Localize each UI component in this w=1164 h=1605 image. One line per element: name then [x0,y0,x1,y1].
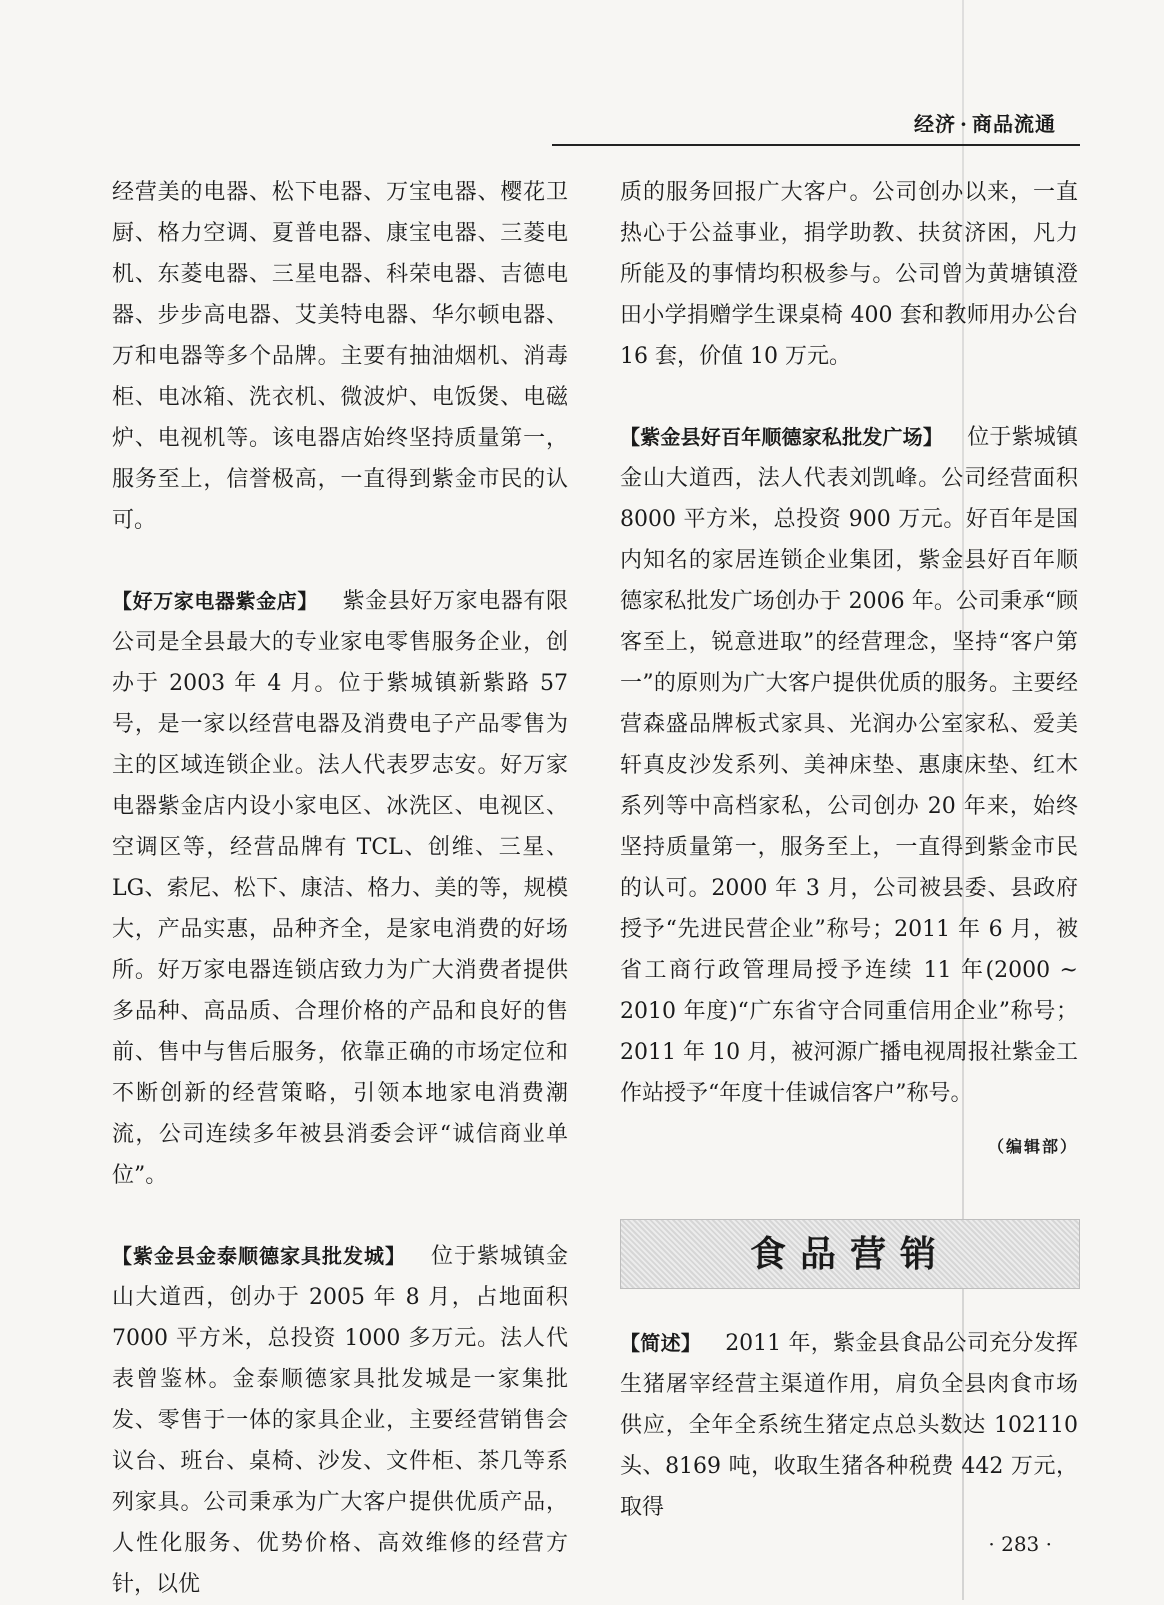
paragraph-jintai [112,1236,568,1605]
entry-body-haobainian: 位于紫城镇金山大道西，法人代表刘凯峰。公司经营面积 8000 平方米，总投资 900 万元。好百年是国内知名的家居连锁企业集团，紫金县好百年顺德家私批发广场创办于 2006 年。公司秉承“顾客至上，锐意进取”的经营理念，坚持“客户第一”的原则为广大客户提供优质的服务。主要经营森盛品牌板式家具、光润办公室家私、爱美轩真皮沙发系列、美神床垫、惠康床垫、红木系列等中高档家私，公司创办 20 年来，始终坚持质量第一，服务至上，一直得到紫金市民的认可。2000 年 3 月，公司被县委、县政府授予“先进民营企业”称号；2011 年 6 月，被省工商行政管理局授予连续 11 年(2000 ~ 2010 年度)“广东省守合同重信用企业”称号；2011 年 10 月，被河源广播电视周报社紫金工作站授予“年度十佳诚信客户”称号。 [620,425,1078,1106]
paragraph-summary [620,1323,1078,1528]
paragraph-appliance-brands: 经营美的电器、松下电器、万宝电器、樱花卫厨、格力空调、夏普电器、康宝电器、三菱电机、东菱电器、三星电器、科荣电器、吉德电器、步步高电器、艾美特电器、华尔顿电器、万和电器等多个品牌。主要有抽油烟机、消毒柜、电冰箱、洗衣机、微波炉、电饭煲、电磁炉、电视机等。该电器店始终坚持质量第一，服务至上，信誉极高，一直得到紫金市民的认可。 [112,180,568,533]
editor-credit: （编辑部） [987,1137,1078,1156]
right-column [620,172,1078,1528]
paragraph-haobainian [620,417,1078,1114]
entry-body-jintai: 位于紫城镇金山大道西，创办于 2005 年 8 月，占地面积 7000 平方米，总投资 1000 多万元。法人代表曾鉴林。金泰顺德家具批发城是一家集批发、零售于一体的家具企业，主要经营销售会议台、班台、桌椅、沙发、文件柜、茶几等系列家具。公司秉承为广大客户提供优质产品，人性化服务、优势价格、高效维修的经营方针，以优 [112,1244,568,1597]
entry-body-summary: 2011 年，紫金县食品公司充分发挥生猪屠宰经营主渠道作用，肩负全县肉食市场供应，全年全系统生猪定点总头数达 102110 头、8169 吨，收取生猪各种税费 442 万元，取得 [620,1331,1079,1520]
entry-title-haobainian: 【紫金县好百年顺德家私批发广场】 [620,425,944,449]
running-header [914,108,1056,137]
page-number: · 283 · [988,1532,1052,1556]
paragraph-jintai-continued: 质的服务回报广大客户。公司创办以来，一直热心于公益事业，捐学助教、扶贫济困，凡力所能及的事情均积极参与。公司曾为黄塘镇澄田小学捐赠学生课桌椅 400 套和教师用办公台 16 套，价值 10 万元。 [620,180,1078,369]
section-banner-title: 食品营销 [749,1233,950,1275]
paragraph-haowanjia [112,581,568,1196]
entry-title-haowanjia: 【好万家电器紫金店】 [112,589,318,613]
entry-title-summary: 【简述】 [620,1331,702,1355]
header-section: 经济 [914,112,957,136]
header-subsection: 商品流通 [972,112,1056,136]
header-dot: · [960,112,968,136]
entry-title-jintai: 【紫金县金泰顺德家具批发城】 [112,1244,406,1268]
entry-body-haowanjia: 紫金县好万家电器有限公司是全县最大的专业家电零售服务企业，创办于 2003 年 4 月。位于紫城镇新紫路 57 号，是一家以经营电器及消费电子产品零售为主的区域连锁企业。法人代表罗志安。好万家电器紫金店内设小家电区、冰洗区、电视区、空调区等，经营品牌有 TCL、创维、三星、LG、索尼、松下、康洁、格力、美的等，规模大，产品实惠，品种齐全，是家电消费的好场所。好万家电器连锁店致力为广大消费者提供多品种、高品质、合理价格的产品和良好的售前、售中与售后服务，依靠正确的市场定位和不断创新的经营策略，引领本地家电消费潮流，公司连续多年被县消委会评“诚信商业单位”。 [112,589,568,1188]
left-column [112,172,568,1605]
section-banner [620,1219,1080,1289]
header-rule [552,144,1080,146]
